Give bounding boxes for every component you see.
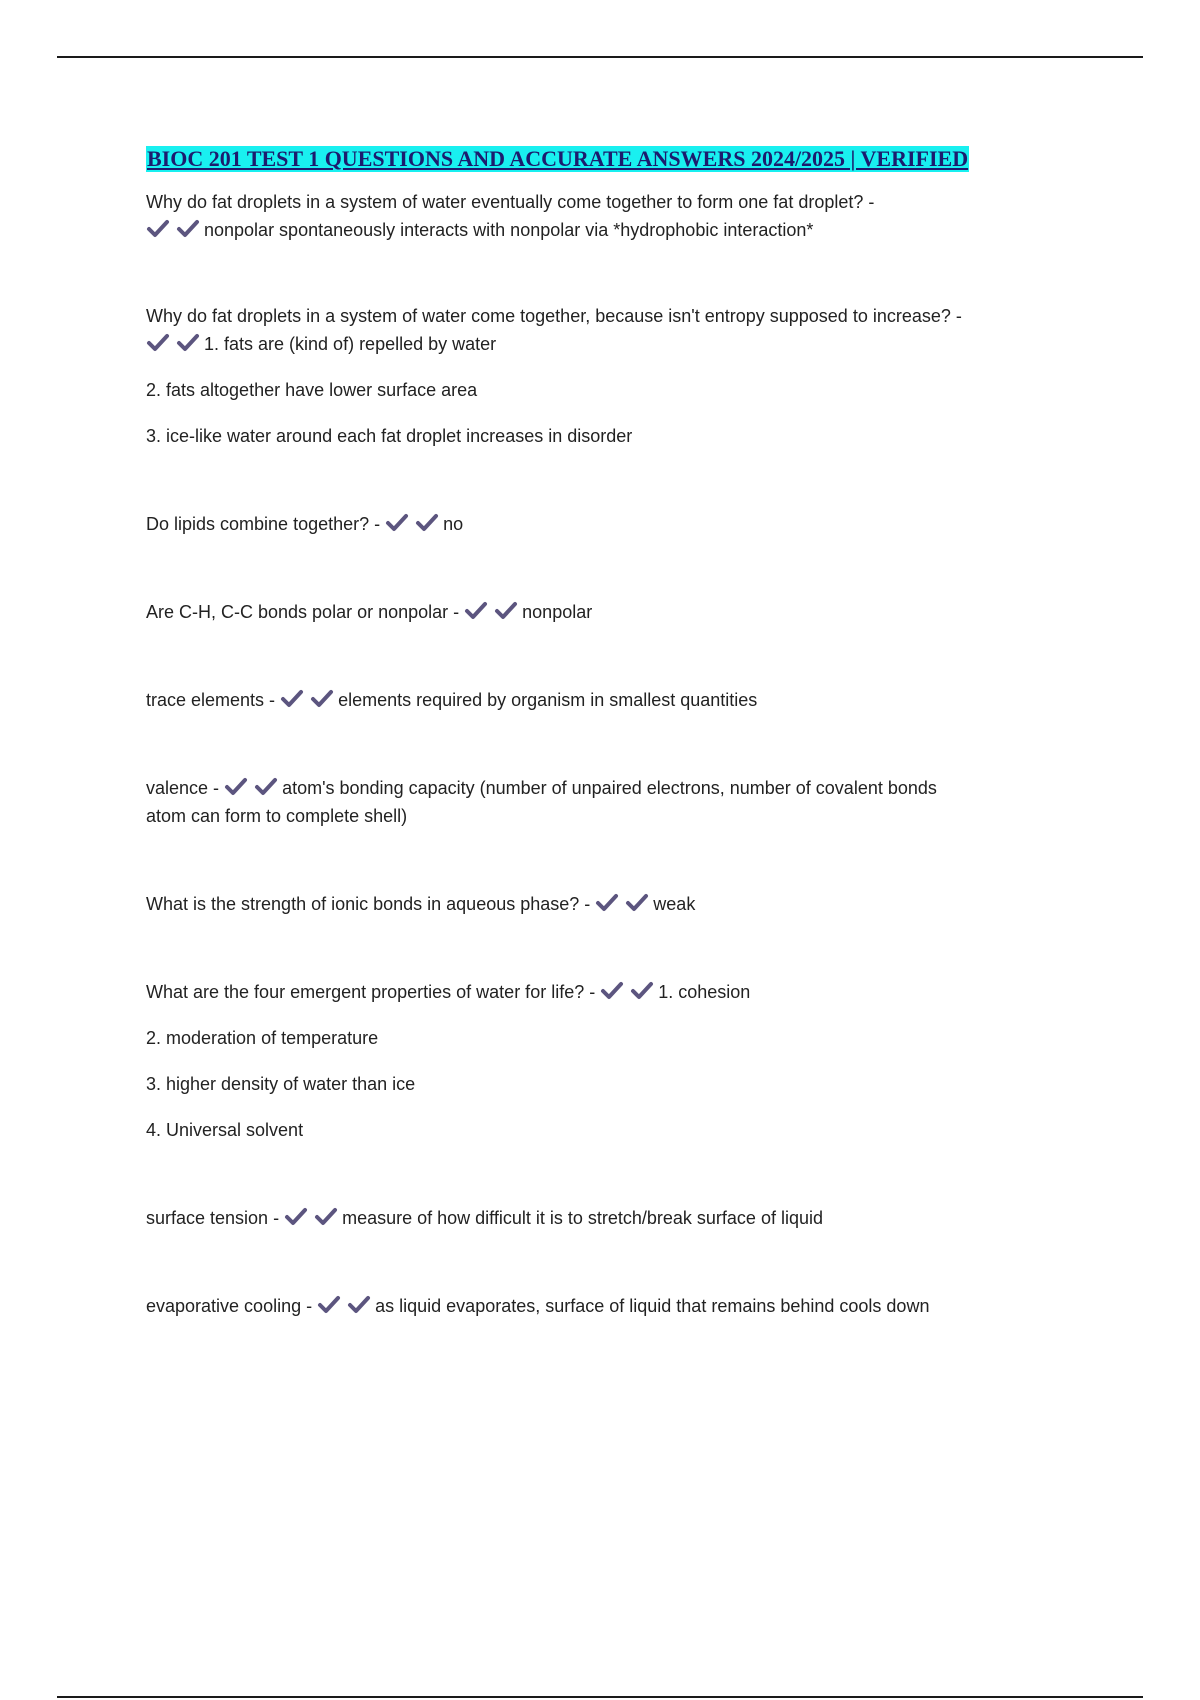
checkmark-icon [625,893,649,913]
qa-item [146,302,1086,450]
question-line [146,598,1086,626]
answer-line [146,330,1086,358]
qa-item [146,1292,1086,1320]
qa-item [146,686,1086,714]
question-text: Are C-H, C-C bonds polar or nonpolar - [146,602,460,622]
checkmark-icon [176,219,200,239]
question-line [146,302,1086,330]
question-text: What is the strength of ionic bonds in aqueous phase? - [146,894,591,914]
question-line [146,978,1086,1006]
document-body [146,146,1086,1320]
question-line [146,774,1086,802]
question-text: valence - [146,778,220,798]
question-line [146,188,1086,216]
qa-item [146,598,1086,626]
checkmark-icon [280,689,304,709]
checkmark-icon [385,513,409,533]
answer-text: nonpolar [522,602,593,622]
qa-item [146,890,1086,918]
answer-text: as liquid evaporates, surface of liquid that remains behind cools down [375,1296,930,1316]
answer-continuation: atom can form to complete shell) [146,806,408,826]
answer-list-item: 2. moderation of temperature [146,1028,379,1048]
answer-text: 1. cohesion [658,982,751,1002]
checkmark-icon [494,601,518,621]
answer-list-item: 4. Universal solvent [146,1120,304,1140]
answer-list-item: 2. fats altogether have lower surface area [146,380,478,400]
qa-item [146,774,1086,830]
answer-text: measure of how difficult it is to stretch/break surface of liquid [342,1208,823,1228]
checkmark-icon [146,219,170,239]
answer-text: no [443,514,464,534]
document-title: BIOC 201 TEST 1 QUESTIONS AND ACCURATE ANSWERS 2024/2025 | VERIFIED [147,146,969,171]
qa-item [146,510,1086,538]
question-line [146,1204,1086,1232]
question-text: Why do fat droplets in a system of water come together, because isn't entropy supposed to increase? - [146,306,962,326]
question-text: What are the four emergent properties of water for life? - [146,982,596,1002]
checkmark-icon [630,981,654,1001]
checkmark-icon [464,601,488,621]
question-text: Why do fat droplets in a system of water eventually come together to form one fat droplet? - [146,192,875,212]
checkmark-icon [310,689,334,709]
question-text: trace elements - [146,690,276,710]
bottom-rule [57,1696,1143,1698]
question-text: Do lipids combine together? - [146,514,381,534]
question-line [146,510,1086,538]
answer-text: elements required by organism in smallest quantities [338,690,758,710]
question-text: evaporative cooling - [146,1296,313,1316]
answer-text: 1. fats are (kind of) repelled by water [204,334,497,354]
answer-line [146,216,1086,244]
question-line [146,686,1086,714]
qa-item [146,1204,1086,1232]
checkmark-icon [314,1207,338,1227]
checkmark-icon [176,333,200,353]
checkmark-icon [415,513,439,533]
checkmark-icon [254,777,278,797]
checkmark-icon [347,1295,371,1315]
checkmark-icon [600,981,624,1001]
question-line [146,1292,1086,1320]
answer-text: atom's bonding capacity (number of unpaired electrons, number of covalent bonds [282,778,937,798]
checkmark-icon [146,333,170,353]
top-rule [57,56,1143,58]
answer-text: weak [653,894,696,914]
answer-text: nonpolar spontaneously interacts with nonpolar via *hydrophobic interaction* [204,220,814,240]
qa-item [146,978,1086,1144]
checkmark-icon [595,893,619,913]
qa-item [146,188,1086,244]
question-line [146,890,1086,918]
question-text: surface tension - [146,1208,280,1228]
answer-list-item: 3. higher density of water than ice [146,1074,416,1094]
checkmark-icon [317,1295,341,1315]
checkmark-icon [224,777,248,797]
checkmark-icon [284,1207,308,1227]
answer-list-item: 3. ice-like water around each fat droplet increases in disorder [146,426,633,446]
